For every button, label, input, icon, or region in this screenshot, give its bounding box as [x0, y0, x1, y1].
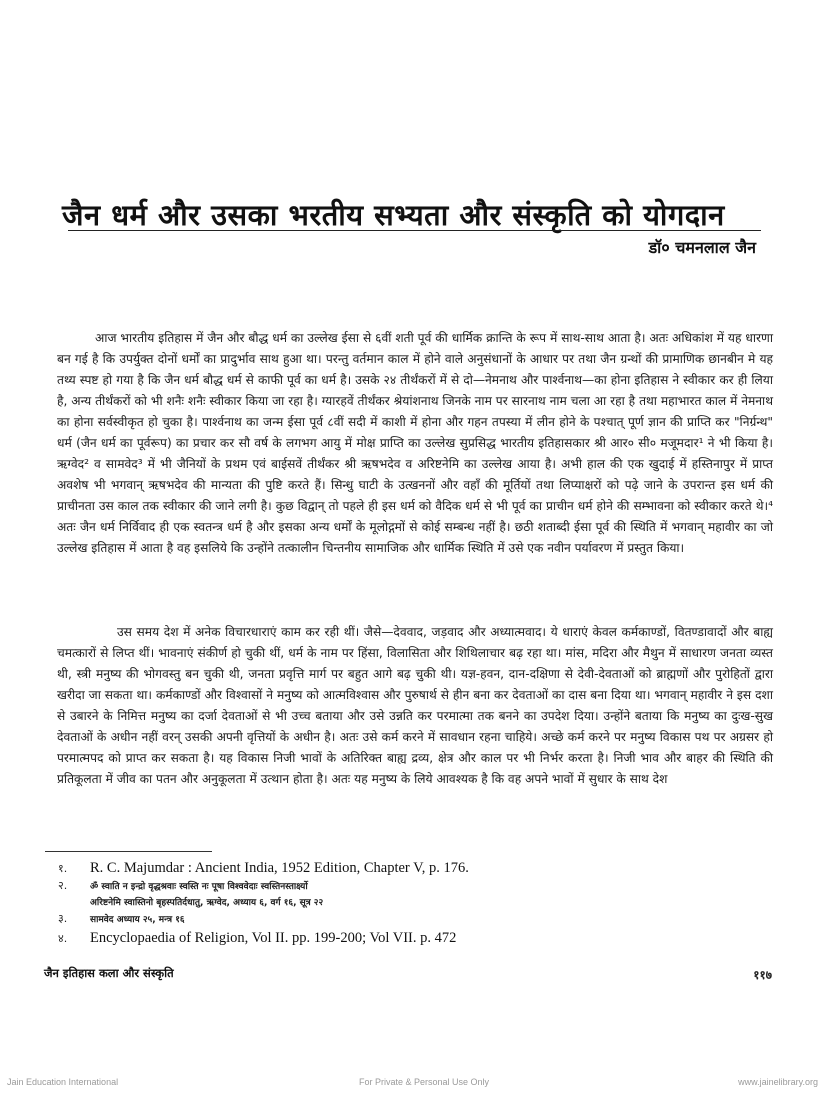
footnote-item [58, 928, 758, 948]
body-paragraph-1 [57, 328, 773, 559]
watermark-website: www.jainelibrary.org [738, 1077, 818, 1087]
footnote-number: १. [58, 862, 68, 875]
paragraph-text: आज भारतीय इतिहास में जैन और बौद्ध धर्म का उल्लेख ईसा से ६वीं शती पूर्व की धार्मिक क्रान्ति के रूप में साथ-साथ आता है। अतः अधिकांश में यह धारणा बन गई है कि उपर्युक्त दोनों धर्मों का प्रादुर्भाव साथ हुआ था। परन्तु वर्तमान काल में होने वाले अनुसंधानों के आधार पर तथा जैन ग्रन्थों की प्रामाणिक छानबीन मे यह तथ्य स्पष्ट हो गया है कि जैन धर्म बौद्ध धर्म से काफी पूर्व का धर्म है। उसके २४ तीर्थंकरों में से दो—नेमनाथ और पार्श्वनाथ—का होना इतिहास ने स्वीकार कर ही लिया है, अन्य तीर्थंकरों को भी शनैः शनैः स्वीकार किया जा रहा है। ग्यारहवें तीर्थंकर श्रेयांशनाथ जिनके नाम पर सारनाथ नाम चला आ रहा है तथा महाभारत काल में नेमनाथ का होना सर्वस्वीकृत हो चुका है। पार्श्वनाथ का जन्म ईसा पूर्व ८वीं सदी में काशी में होना और गहन तपस्या में लीन होने के पश्चात् पूर्ण ज्ञान की प्राप्ति कर "निर्ग्रन्थ" धर्म (जैन धर्म का पूर्वरूप) का प्रचार कर सौ वर्ष के लगभग आयु में मोक्ष प्राप्ति का उल्लेख सुप्रसिद्ध भारतीय इतिहासकार श्री आर० सी० मजूमदार¹ ने भी किया है। ऋग्वेद² व सामवेद³ में भी जैनियों के प्रथम एवं बाईसवें तीर्थंकर श्री ऋषभदेव व अरिष्टनेमि का उल्लेख आया है। अभी हाल की एक खुदाई में हस्तिनापुर में प्राप्त अवशेष भी भगवान् ऋषभदेव की मान्यता की पुष्टि करते हैं। सिन्धु घाटी के उत्खननों और वहाँ की मूर्तियों तथा लिप्याक्षरों को पढ़े जाने के उपरान्त इस धर्म की प्राचीनता उस काल तक स्वीकार की जाने लगी है। कुछ विद्वान् तो पहले ही इस धर्म को वैदिक धर्म से भी पूर्व का प्राचीन धर्म होने की सम्भावना को स्वीकार करते थे।⁴ अतः जैन धर्म निर्विवाद ही एक स्वतन्त्र धर्म है और इसका अन्य धर्मों के मूलोद्गमों से कोई सम्बन्ध नहीं है। छठी शताब्दी ईसा पूर्व की स्थिति में भगवान् महावीर का जो उल्लेख इतिहास में आता है वह इसलिये कि उन्होंने तत्कालीन चिन्तनीय सामाजिक और धार्मिक स्थिति में उसे एक नवीन पर्यावरण में प्रस्तुत किया। [57, 331, 774, 555]
footnote-divider [45, 851, 212, 852]
footnotes-list [58, 858, 758, 948]
author-byline: डॉ० चमनलाल जैन [648, 238, 756, 257]
body-paragraph-2 [57, 622, 773, 790]
footnote-number: २. [58, 879, 68, 892]
footnote-item [58, 911, 758, 928]
footnote-text: सामवेद अध्याय २५, मन्त्र १६ [90, 915, 185, 925]
watermark-usage-notice: For Private & Personal Use Only [359, 1077, 490, 1087]
page-number: ११७ [753, 968, 772, 982]
footnote-number: ४. [58, 932, 68, 945]
paragraph-text: उस समय देश में अनेक विचारधाराएं काम कर रही थीं। जैसे—देववाद, जड़वाद और अध्यात्मवाद। ये धाराएं केवल कर्मकाण्डों, वितण्डावादों और बाह्य चमत्कारों से लिप्त थीं। भावनाएं संकीर्ण हो चुकी थीं, धर्म के नाम पर हिंसा, विलासिता और शिथिलाचार बढ़ रहा था। मांस, मदिरा और मैथुन में साधारण जनता व्यस्त थी, स्त्री मनुष्य की भोगवस्तु बन चुकी थी, जनता प्रवृत्ति मार्ग पर बहुत आगे बढ़ चुकी थी। यज्ञ-हवन, दान-दक्षिणा से देवी-देवताओं को ब्राह्मणों और पुरोहितों द्वारा खरीदा जा सकता था। कर्मकाण्डों और विश्वासों ने मनुष्य को आत्मविश्वास और पुरुषार्थ से हीन बना कर देवताओं का दास बना दिया था। भगवान् महावीर ने इस दशा से उबारने के निमित्त मनुष्य का दर्जा देवताओं से भी उच्च बताया और उसे उन्नति कर परमात्मा तक बनने का उपदेश दिया। उन्होंने बताया कि मनुष्य का दुःख-सुख देवताओं के अधीन नहीं वरन् उसकी अपनी वृत्तियों के अधीन है। अतः उसे कर्म करने में सावधान रहना चाहिये। अच्छे कर्म करने पर मनुष्य विकास पथ पर अग्रसर हो परमात्मपद को प्राप्त कर सकता है। यह विकास निजी भावों के अतिरिक्त बाह्य द्रव्य, क्षेत्र और काल पर भी निर्भर करता है। निजी भाव और बाहर की स्थिति की प्रतिकूलता में जीव का पतन और अनुकूलता में उत्थान होता है। अतः यह मनुष्य के लिये आवश्यक है कि वह अपने भावों में सुधार के साथ देश [57, 625, 773, 786]
footnote-text: R. C. Majumdar : Ancient India, 1952 Edition, Chapter V, p. 176. [90, 860, 469, 876]
footnote-text: Encyclopaedia of Religion, Vol II. pp. 199-200; Vol VII. p. 472 [90, 930, 457, 946]
footnote-text: ॐ स्वाति न इन्द्रो वृद्धश्रवाः स्वस्ति नः पूषा विश्ववेदाः स्वस्तिनस्तार्क्ष्यो [90, 882, 308, 892]
watermark-publisher: Jain Education International [7, 1077, 119, 1087]
footnote-item [58, 878, 758, 895]
running-footer-title: जैन इतिहास कला और संस्कृति [44, 966, 174, 980]
footnote-number: ३. [58, 912, 68, 925]
footnote-item [58, 858, 758, 878]
title-divider [68, 230, 761, 231]
article-title: जैन धर्म और उसका भरतीय सभ्यता और संस्कृति को योगदान [62, 198, 725, 233]
footnote-continuation: अरिष्टनेमि स्वास्तिनो बृहस्पतिर्दधातु, ऋग्वेद, अध्याय ६, वर्ग १६, सूत्र २२ [90, 898, 324, 908]
